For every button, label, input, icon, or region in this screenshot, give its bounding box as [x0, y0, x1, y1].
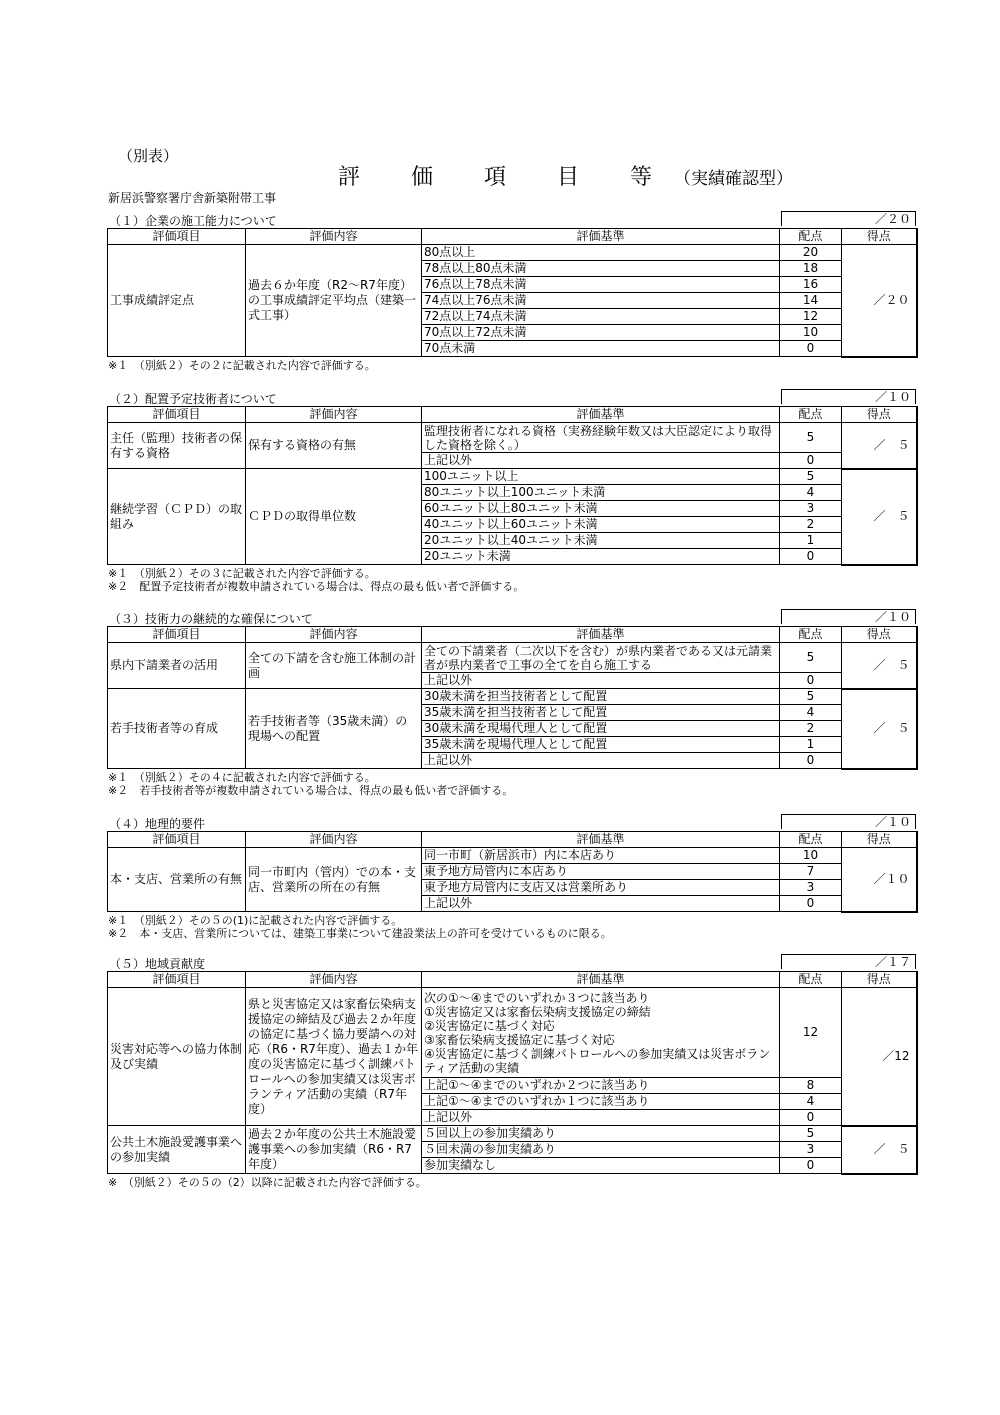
- points: 16: [780, 277, 842, 293]
- points: 1: [780, 533, 842, 549]
- criterion: 次の①～④までのいずれか３つに該当あり ①災害協定又は家畜伝染病支援協定の締結 ②災害協定に基づく対応 ③家畜伝染病支援協定に基づく対応 ④災害協定に基づく訓練パトロールへの参加実績又は災害ボランティア活動の実績: [422, 988, 780, 1078]
- note: ※２ 配置予定技術者が複数申請されている場合は、得点の最も低い者で評価する。: [108, 579, 525, 593]
- section-3: [107, 609, 916, 797]
- points: 20: [780, 245, 842, 261]
- section-header: [107, 389, 916, 406]
- criterion: 東予地方局管内に支店又は営業所あり: [422, 880, 780, 896]
- header-score: 得点: [842, 972, 917, 988]
- evaluation-item: 継続学習（ＣＰＤ）の取組み: [108, 469, 246, 565]
- section-header: [107, 954, 916, 971]
- criterion: 76点以上78点未満: [422, 277, 780, 293]
- section-title: （４）地理的要件: [109, 817, 206, 831]
- title-main: 評 価 項 目 等: [338, 165, 674, 190]
- criterion: 70点以上72点未満: [422, 325, 780, 341]
- header-row: [108, 832, 917, 848]
- header-item: 評価項目: [108, 972, 246, 988]
- evaluation-table: [107, 406, 918, 566]
- header-criteria: 評価基準: [422, 832, 780, 848]
- points: 3: [780, 1142, 842, 1158]
- score: ／ ５: [842, 469, 917, 565]
- evaluation-item: 工事成績評定点: [108, 245, 246, 357]
- header-row: [108, 972, 917, 988]
- criterion: 上記以外: [422, 753, 780, 769]
- header-score: 得点: [842, 832, 917, 848]
- points: 14: [780, 293, 842, 309]
- section-notes: [107, 914, 916, 940]
- header-content: 評価内容: [246, 627, 422, 643]
- points: 4: [780, 705, 842, 721]
- section-total: ／１７: [781, 954, 916, 969]
- criterion: 60ユニット以上80ユニット未満: [422, 501, 780, 517]
- points: 5: [780, 469, 842, 485]
- header-row: [108, 627, 917, 643]
- points: 3: [780, 880, 842, 896]
- evaluation-item: 若手技術者等の育成: [108, 689, 246, 769]
- header-criteria: 評価基準: [422, 627, 780, 643]
- header-item: 評価項目: [108, 832, 246, 848]
- section-notes: [107, 359, 916, 372]
- header-points: 配点: [780, 407, 842, 423]
- points: 12: [780, 988, 842, 1078]
- evaluation-item: 公共土木施設愛護事業への参加実績: [108, 1126, 246, 1174]
- points: 2: [780, 721, 842, 737]
- section-2: [107, 389, 916, 593]
- section-header: [107, 609, 916, 626]
- header-score: 得点: [842, 229, 917, 245]
- evaluation-content: 過去６か年度（R2～R7年度）の工事成績評定平均点（建築一式工事）: [246, 245, 422, 357]
- points: 0: [780, 673, 842, 689]
- header-content: 評価内容: [246, 972, 422, 988]
- score: ／ ５: [842, 1126, 917, 1174]
- criterion: 上記①～④までのいずれか２つに該当あり: [422, 1078, 780, 1094]
- criterion: 72点以上74点未満: [422, 309, 780, 325]
- note: ※１ （別紙２）その２に記載された内容で評価する。: [108, 358, 376, 372]
- note: ※２ 若手技術者等が複数申請されている場合は、得点の最も低い者で評価する。: [108, 783, 514, 797]
- score: ／２０: [842, 245, 917, 357]
- criterion: 上記①～④までのいずれか１つに該当あり: [422, 1094, 780, 1110]
- criterion: 東予地方局管内に本店あり: [422, 864, 780, 880]
- header-points: 配点: [780, 832, 842, 848]
- header-criteria: 評価基準: [422, 407, 780, 423]
- section-notes: [107, 567, 916, 593]
- points: 2: [780, 517, 842, 533]
- evaluation-item: 災害対応等への協力体制及び実績: [108, 988, 246, 1126]
- criterion: 20ユニット未満: [422, 549, 780, 565]
- points: 7: [780, 864, 842, 880]
- criterion: 上記以外: [422, 896, 780, 912]
- evaluation-content: 全ての下請を含む施工体制の計画: [246, 643, 422, 689]
- criterion: 35歳未満を現場代理人として配置: [422, 737, 780, 753]
- section-notes: [107, 771, 916, 797]
- section-total: ／１０: [781, 814, 916, 829]
- points: 5: [780, 1126, 842, 1142]
- criterion: ５回以上の参加実績あり: [422, 1126, 780, 1142]
- page-title: [338, 160, 793, 191]
- points: 10: [780, 325, 842, 341]
- section-header: [107, 814, 916, 831]
- points: 10: [780, 848, 842, 864]
- points: 0: [780, 1158, 842, 1174]
- header-points: 配点: [780, 627, 842, 643]
- criterion: 上記以外: [422, 673, 780, 689]
- section-notes: [107, 1176, 916, 1189]
- section-total: ／２０: [781, 211, 916, 226]
- points: 5: [780, 423, 842, 453]
- score: ／ ５: [842, 423, 917, 469]
- criterion: ５回未満の参加実績あり: [422, 1142, 780, 1158]
- points: 0: [780, 1110, 842, 1126]
- note: ※１ （別紙２）その５の(1)に記載された内容で評価する。: [108, 913, 403, 927]
- header-row: [108, 229, 917, 245]
- criterion: 40ユニット以上60ユニット未満: [422, 517, 780, 533]
- evaluation-table: [107, 626, 918, 770]
- points: 5: [780, 689, 842, 705]
- section-title: （１）企業の施工能力について: [109, 214, 277, 228]
- criterion: 70点未満: [422, 341, 780, 357]
- points: 4: [780, 1094, 842, 1110]
- criterion: 30歳未満を担当技術者として配置: [422, 689, 780, 705]
- score: ／ ５: [842, 643, 917, 689]
- criterion: 80点以上: [422, 245, 780, 261]
- score: ／ ５: [842, 689, 917, 769]
- criterion: 30歳未満を現場代理人として配置: [422, 721, 780, 737]
- table-row: [108, 469, 917, 485]
- header-criteria: 評価基準: [422, 229, 780, 245]
- header-points: 配点: [780, 229, 842, 245]
- score: ／12: [842, 988, 917, 1126]
- header-content: 評価内容: [246, 832, 422, 848]
- points: 12: [780, 309, 842, 325]
- criterion: 20ユニット以上40ユニット未満: [422, 533, 780, 549]
- header-criteria: 評価基準: [422, 972, 780, 988]
- header-content: 評価内容: [246, 407, 422, 423]
- evaluation-table: [107, 971, 918, 1175]
- score: ／１０: [842, 848, 917, 912]
- criterion: 全ての下請業者（二次以下を含む）が県内業者である又は元請業者が県内業者で工事の全てを自ら施工する: [422, 643, 780, 673]
- section-1: [107, 211, 916, 372]
- section-title: （５）地域貢献度: [109, 957, 206, 971]
- evaluation-content: 過去２か年度の公共土木施設愛護事業への参加実績（R6・R7年度）: [246, 1126, 422, 1174]
- points: 5: [780, 643, 842, 673]
- section-4: [107, 814, 916, 940]
- table-row: [108, 643, 917, 673]
- note: ※ （別紙２）その５の（2）以降に記載された内容で評価する。: [108, 1175, 427, 1189]
- header-item: 評価項目: [108, 627, 246, 643]
- points: 8: [780, 1078, 842, 1094]
- evaluation-content: 県と災害協定又は家畜伝染病支援協定の締結及び過去２か年度の協定に基づく協力要請への対応（R6・R7年度）、過去１か年度の災害協定に基づく訓練パトロールへの参加実績又は災害ボランティア活動の実績（R7年度）: [246, 988, 422, 1126]
- points: 0: [780, 341, 842, 357]
- points: 18: [780, 261, 842, 277]
- points: 0: [780, 753, 842, 769]
- points: 4: [780, 485, 842, 501]
- criterion: 35歳未満を担当技術者として配置: [422, 705, 780, 721]
- evaluation-item: 主任（監理）技術者の保有する資格: [108, 423, 246, 469]
- criterion: 上記以外: [422, 453, 780, 469]
- criterion: 監理技術者になれる資格（実務経験年数又は大臣認定により取得した資格を除く。）: [422, 423, 780, 453]
- section-5: [107, 954, 916, 1189]
- evaluation-table: [107, 228, 918, 358]
- evaluation-content: 若手技術者等（35歳未満）の現場への配置: [246, 689, 422, 769]
- header-item: 評価項目: [108, 407, 246, 423]
- points: 3: [780, 501, 842, 517]
- note: ※１ （別紙２）その４に記載された内容で評価する。: [108, 770, 376, 784]
- section-total: ／１０: [781, 389, 916, 404]
- evaluation-content: 同一市町内（管内）での本・支店、営業所の所在の有無: [246, 848, 422, 912]
- table-row: [108, 848, 917, 864]
- table-row: [108, 423, 917, 453]
- header-item: 評価項目: [108, 229, 246, 245]
- header-score: 得点: [842, 627, 917, 643]
- evaluation-content: ＣＰＤの取得単位数: [246, 469, 422, 565]
- table-row: [108, 245, 917, 261]
- section-header: [107, 211, 916, 228]
- criterion: 80ユニット以上100ユニット未満: [422, 485, 780, 501]
- header-points: 配点: [780, 972, 842, 988]
- header-content: 評価内容: [246, 229, 422, 245]
- evaluation-item: 県内下請業者の活用: [108, 643, 246, 689]
- appendix-label: （別表）: [118, 147, 179, 165]
- project-name: 新居浜警察署庁舎新築附帯工事: [108, 191, 277, 205]
- note: ※２ 本・支店、営業所については、建築工事業について建設業法上の許可を受けているものに限る。: [108, 926, 612, 940]
- criterion: 78点以上80点未満: [422, 261, 780, 277]
- criterion: 同一市町（新居浜市）内に本店あり: [422, 848, 780, 864]
- criterion: 上記以外: [422, 1110, 780, 1126]
- points: 0: [780, 453, 842, 469]
- points: 0: [780, 896, 842, 912]
- title-sub: （実績確認型）: [673, 169, 793, 189]
- points: 1: [780, 737, 842, 753]
- evaluation-table: [107, 831, 918, 913]
- evaluation-item: 本・支店、営業所の有無: [108, 848, 246, 912]
- section-total: ／１０: [781, 609, 916, 624]
- table-row: [108, 988, 917, 1078]
- note: ※１ （別紙２）その３に記載された内容で評価する。: [108, 566, 376, 580]
- header-score: 得点: [842, 407, 917, 423]
- header-row: [108, 407, 917, 423]
- criterion: 74点以上76点未満: [422, 293, 780, 309]
- criterion: 参加実績なし: [422, 1158, 780, 1174]
- points: 0: [780, 549, 842, 565]
- section-title: （２）配置予定技術者について: [109, 392, 277, 406]
- evaluation-content: 保有する資格の有無: [246, 423, 422, 469]
- table-row: [108, 689, 917, 705]
- table-row: [108, 1126, 917, 1142]
- section-title: （３）技術力の継続的な確保について: [109, 612, 313, 626]
- criterion: 100ユニット以上: [422, 469, 780, 485]
